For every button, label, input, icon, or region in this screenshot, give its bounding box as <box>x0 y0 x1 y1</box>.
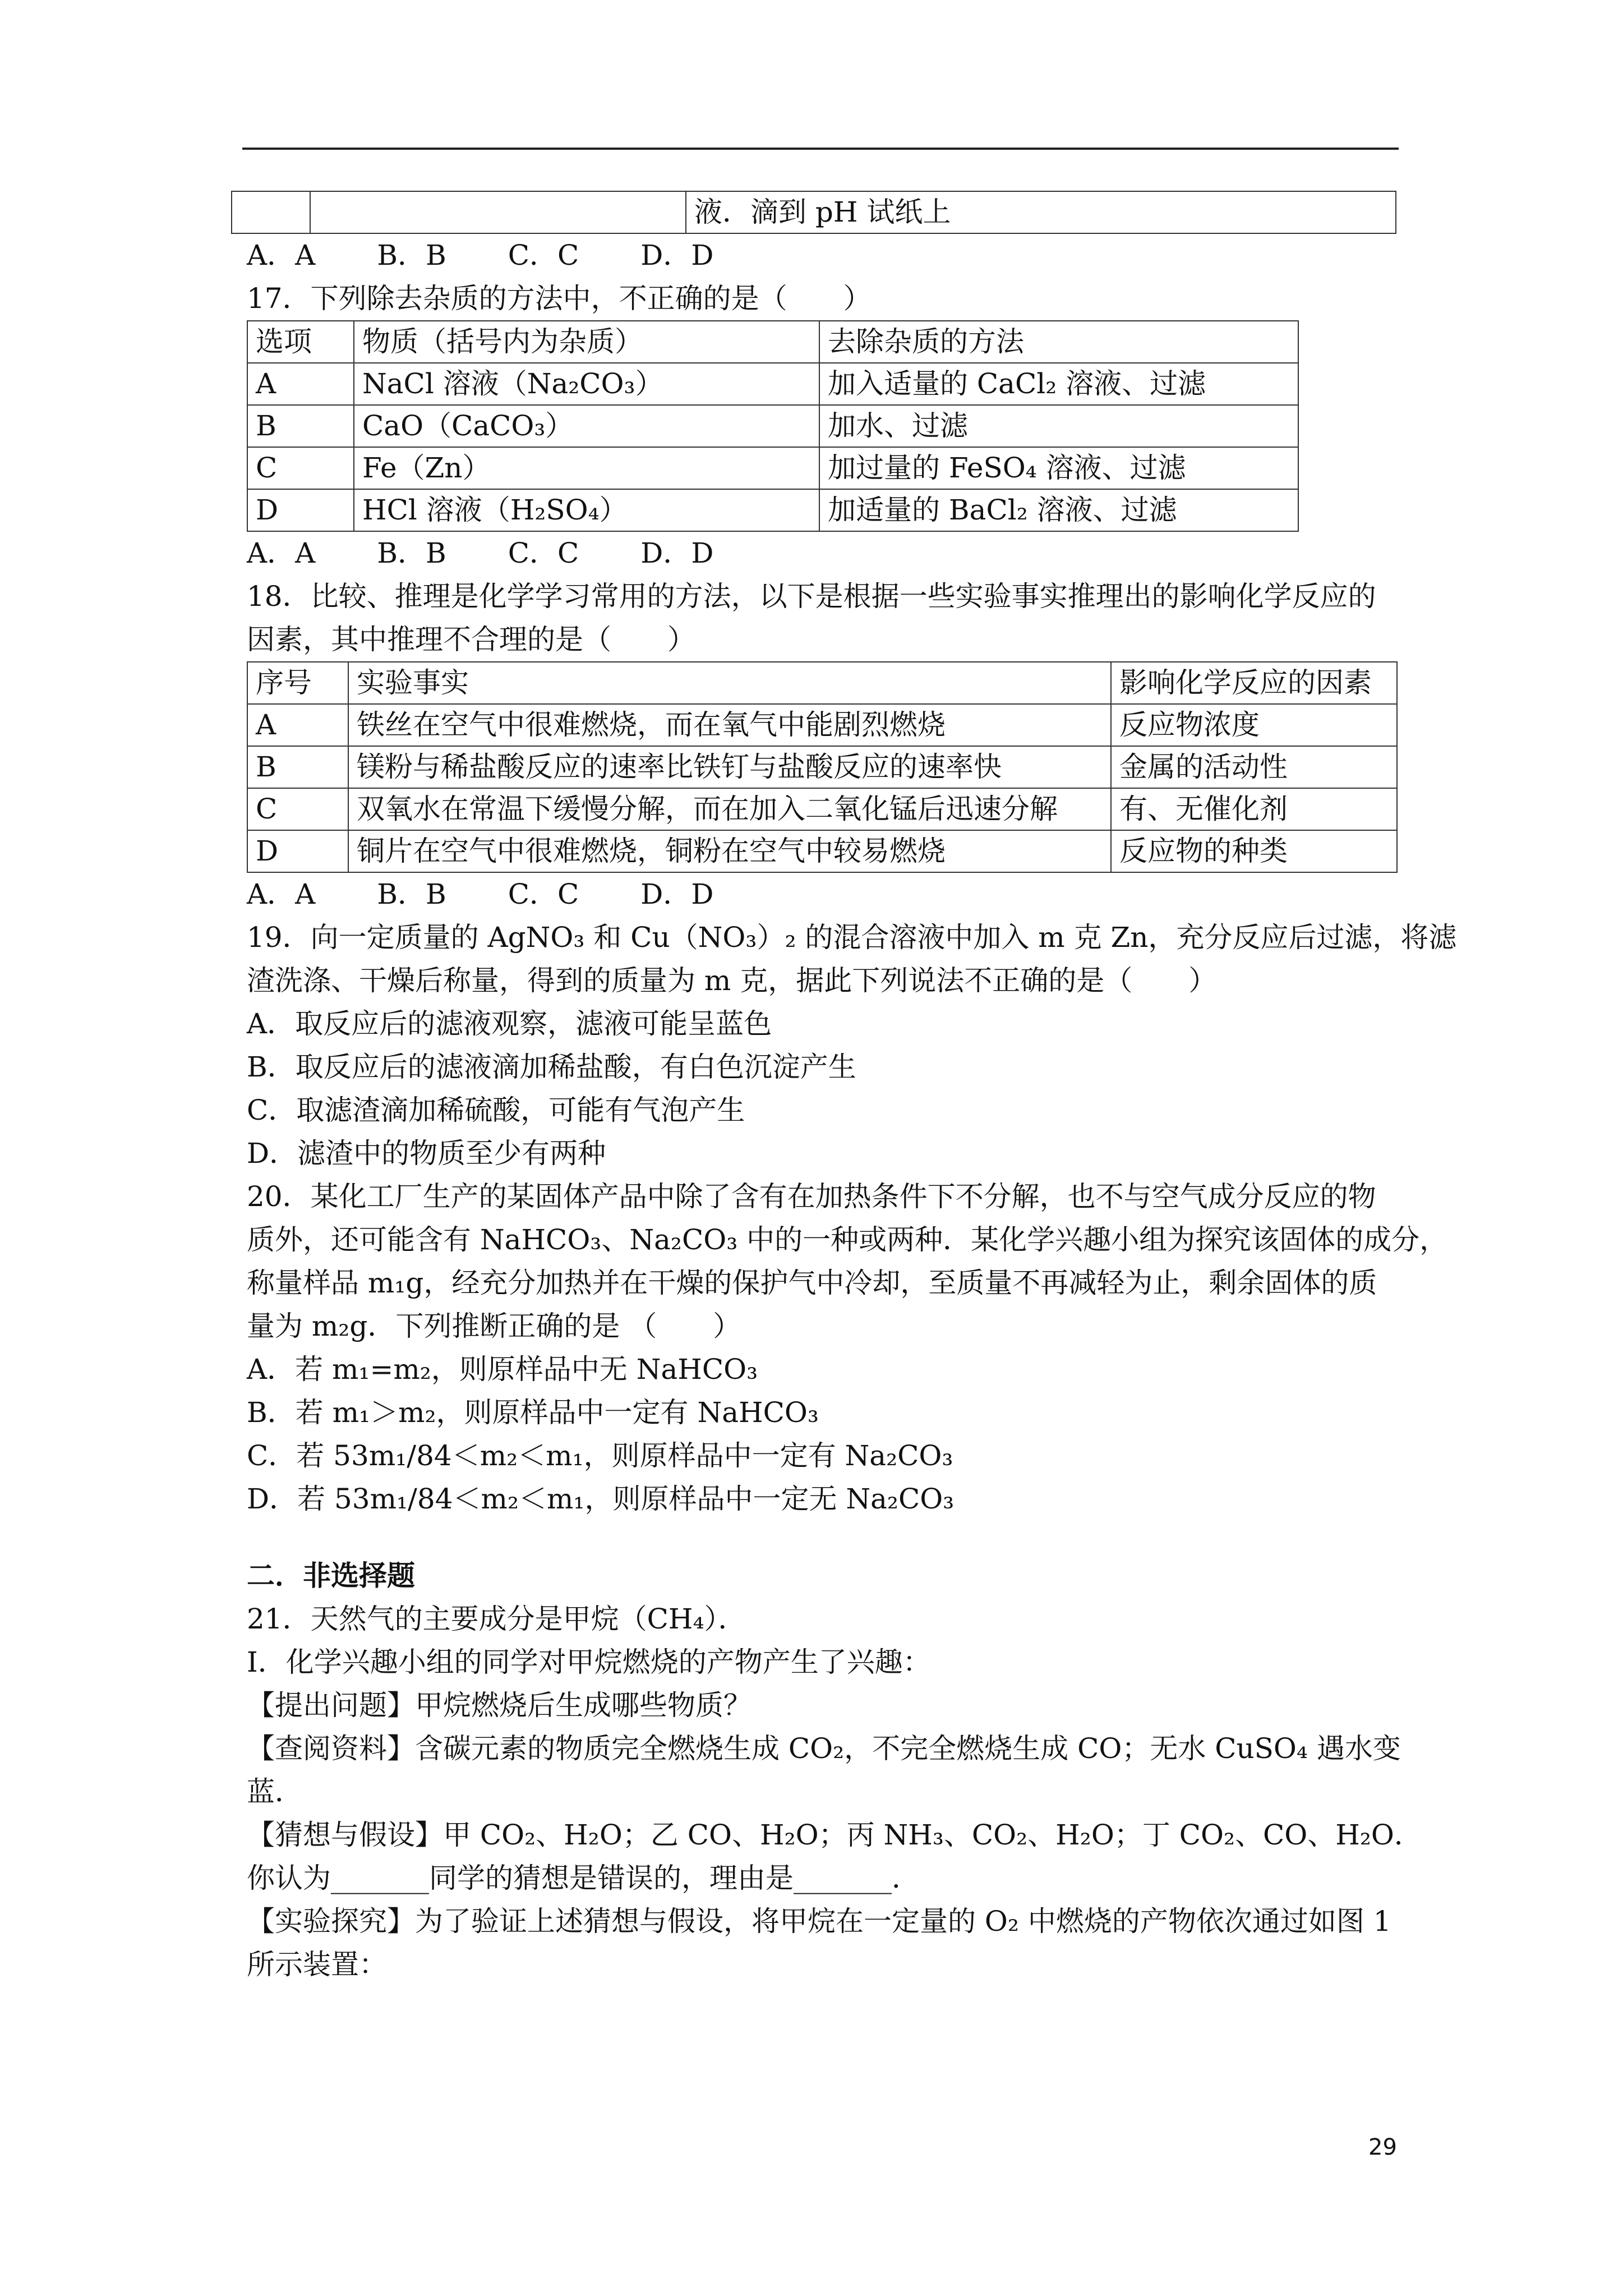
table-cell: HCl 溶液（H₂SO₄） <box>354 489 819 531</box>
table-cell: A <box>247 704 348 746</box>
table-cell: 铁丝在空气中很难燃烧，而在氧气中能剧烈燃烧 <box>348 704 1111 746</box>
q19-option-d: D．滤渣中的物质至少有两种 <box>247 1137 606 1170</box>
table-cell: 液．滴到 pH 试纸上 <box>686 191 1396 233</box>
q21-stem: 21．天然气的主要成分是甲烷（CH₄）． <box>247 1603 746 1635</box>
table-row <box>247 363 1298 405</box>
option: A．A <box>247 878 316 910</box>
table-cell: 加适量的 BaCl₂ 溶液、过滤 <box>819 489 1298 531</box>
q18-options <box>247 873 1413 916</box>
q16-table-tail <box>231 191 1396 234</box>
table-header-row <box>247 662 1397 704</box>
table-cell: B <box>247 405 354 447</box>
table-row <box>247 788 1397 830</box>
q18-stem-2: 因素，其中推理不合理的是（ ） <box>247 623 695 656</box>
table-header-row <box>247 321 1298 363</box>
table-cell: 加过量的 FeSO₄ 溶液、过滤 <box>819 447 1298 489</box>
table-row <box>247 489 1298 531</box>
q21-experiment-2: 所示装置： <box>247 1948 387 1981</box>
q20-stem-3: 称量样品 m₁g，经充分加热并在干燥的保护气中冷却，至质量不再减轻为止，剩余固体的质 <box>247 1267 1377 1299</box>
q21-blank: 你认为_______同学的猜想是错误的，理由是_______． <box>247 1862 920 1894</box>
table-cell: NaCl 溶液（Na₂CO₃） <box>354 363 819 405</box>
table-cell: 镁粉与稀盐酸反应的速率比铁钉与盐酸反应的速率快 <box>348 746 1111 788</box>
q20-stem-1: 20．某化工厂生产的某固体产品中除了含有在加热条件下不分解，也不与空气成分反应的物 <box>247 1180 1376 1213</box>
q17-table <box>247 320 1299 532</box>
table-cell: 双氧水在常温下缓慢分解，而在加入二氧化锰后迅速分解 <box>348 788 1111 830</box>
section-title: 二．非选择题 <box>247 1559 415 1592</box>
table-row <box>247 830 1397 872</box>
table-cell: B <box>247 746 348 788</box>
option: C．C <box>508 537 579 569</box>
q21-question: 【提出问题】甲烷燃烧后生成哪些物质？ <box>247 1689 751 1722</box>
option: A．A <box>247 239 316 272</box>
q19-stem-1: 19．向一定质量的 AgNO₃ 和 Cu（NO₃）₂ 的混合溶液中加入 m 克 Zn，充分反应后过滤，将滤 <box>247 921 1457 954</box>
header-rule <box>242 148 1399 150</box>
q20-option-a: A．若 m₁=m₂，则原样品中无 NaHCO₃ <box>247 1353 758 1386</box>
table-row <box>247 447 1298 489</box>
table-cell: 有、无催化剂 <box>1111 788 1397 830</box>
q21-part-1: I．化学兴趣小组的同学对甲烷燃烧的产物产生了兴趣： <box>247 1646 931 1678</box>
q20-stem-2: 质外，还可能含有 NaHCO₃、Na₂CO₃ 中的一种或两种．某化学兴趣小组为探究该固体的成分， <box>247 1223 1448 1256</box>
q17-options <box>247 532 1413 575</box>
q19-option-c: C．取滤渣滴加稀硫酸，可能有气泡产生 <box>247 1094 745 1126</box>
table-cell: 反应物浓度 <box>1111 704 1397 746</box>
table-cell: Fe（Zn） <box>354 447 819 489</box>
table-header-cell: 影响化学反应的因素 <box>1111 662 1397 704</box>
option: B．B <box>377 878 446 910</box>
table-row <box>232 191 1396 233</box>
table-cell <box>232 191 310 233</box>
table-header-cell: 实验事实 <box>348 662 1111 704</box>
table-cell: CaO（CaCO₃） <box>354 405 819 447</box>
q18-table <box>247 661 1398 873</box>
table-cell: 加水、过滤 <box>819 405 1298 447</box>
table-header-cell: 选项 <box>247 321 354 363</box>
table-header-cell: 去除杂质的方法 <box>819 321 1298 363</box>
q19-option-b: B．取反应后的滤液滴加稀盐酸，有白色沉淀产生 <box>247 1051 856 1083</box>
q20-option-b: B．若 m₁＞m₂，则原样品中一定有 NaHCO₃ <box>247 1396 819 1429</box>
table-cell: C <box>247 788 348 830</box>
table-header-cell: 物质（括号内为杂质） <box>354 321 819 363</box>
q20-option-c: C．若 53m₁/84＜m₂＜m₁，则原样品中一定有 Na₂CO₃ <box>247 1439 953 1472</box>
option: C．C <box>508 239 579 272</box>
q20-stem-4: 量为 m₂g．下列推断正确的是 （ ） <box>247 1310 741 1342</box>
option: C．C <box>508 878 579 910</box>
table-cell: 反应物的种类 <box>1111 830 1397 872</box>
option: B．B <box>377 537 446 569</box>
q19-stem-2: 渣洗涤、干燥后称量，得到的质量为 m 克，据此下列说法不正确的是（ ） <box>247 964 1217 997</box>
option: A．A <box>247 537 316 569</box>
table-row <box>247 746 1397 788</box>
option: D．D <box>640 239 714 272</box>
q18-stem-1: 18．比较、推理是化学学习常用的方法，以下是根据一些实验事实推理出的影响化学反应的 <box>247 580 1376 613</box>
table-cell: D <box>247 489 354 531</box>
table-cell: 加入适量的 CaCl₂ 溶液、过滤 <box>819 363 1298 405</box>
table-row <box>247 704 1397 746</box>
option: D．D <box>640 537 714 569</box>
option: B．B <box>377 239 446 272</box>
page-number: 29 <box>1368 2134 1397 2160</box>
q21-guess: 【猜想与假设】甲 CO₂、H₂O；乙 CO、H₂O；丙 NH₃、CO₂、H₂O；丁 CO₂、CO、H₂O． <box>247 1819 1422 1851</box>
q19-option-a: A．取反应后的滤液观察，滤液可能呈蓝色 <box>247 1007 772 1040</box>
table-cell: 铜片在空气中很难燃烧，铜粉在空气中较易燃烧 <box>348 830 1111 872</box>
table-row <box>247 405 1298 447</box>
table-cell: A <box>247 363 354 405</box>
q16-options <box>247 234 1413 277</box>
q21-info-2: 蓝． <box>247 1775 303 1808</box>
q17-stem: 17．下列除去杂质的方法中，不正确的是（ ） <box>247 282 872 315</box>
q20-option-d: D．若 53m₁/84＜m₂＜m₁，则原样品中一定无 Na₂CO₃ <box>247 1483 955 1515</box>
table-header-cell: 序号 <box>247 662 348 704</box>
q21-info-1: 【查阅资料】含碳元素的物质完全燃烧生成 CO₂，不完全燃烧生成 CO；无水 CuSO₄ 遇水变 <box>247 1732 1401 1765</box>
option: D．D <box>640 878 714 910</box>
q21-experiment-1: 【实验探究】为了验证上述猜想与假设，将甲烷在一定量的 O₂ 中燃烧的产物依次通过如图 1 <box>247 1905 1391 1938</box>
page-content <box>247 191 1457 1986</box>
table-cell: C <box>247 447 354 489</box>
table-cell: D <box>247 830 348 872</box>
table-cell: 金属的活动性 <box>1111 746 1397 788</box>
table-cell <box>310 191 686 233</box>
